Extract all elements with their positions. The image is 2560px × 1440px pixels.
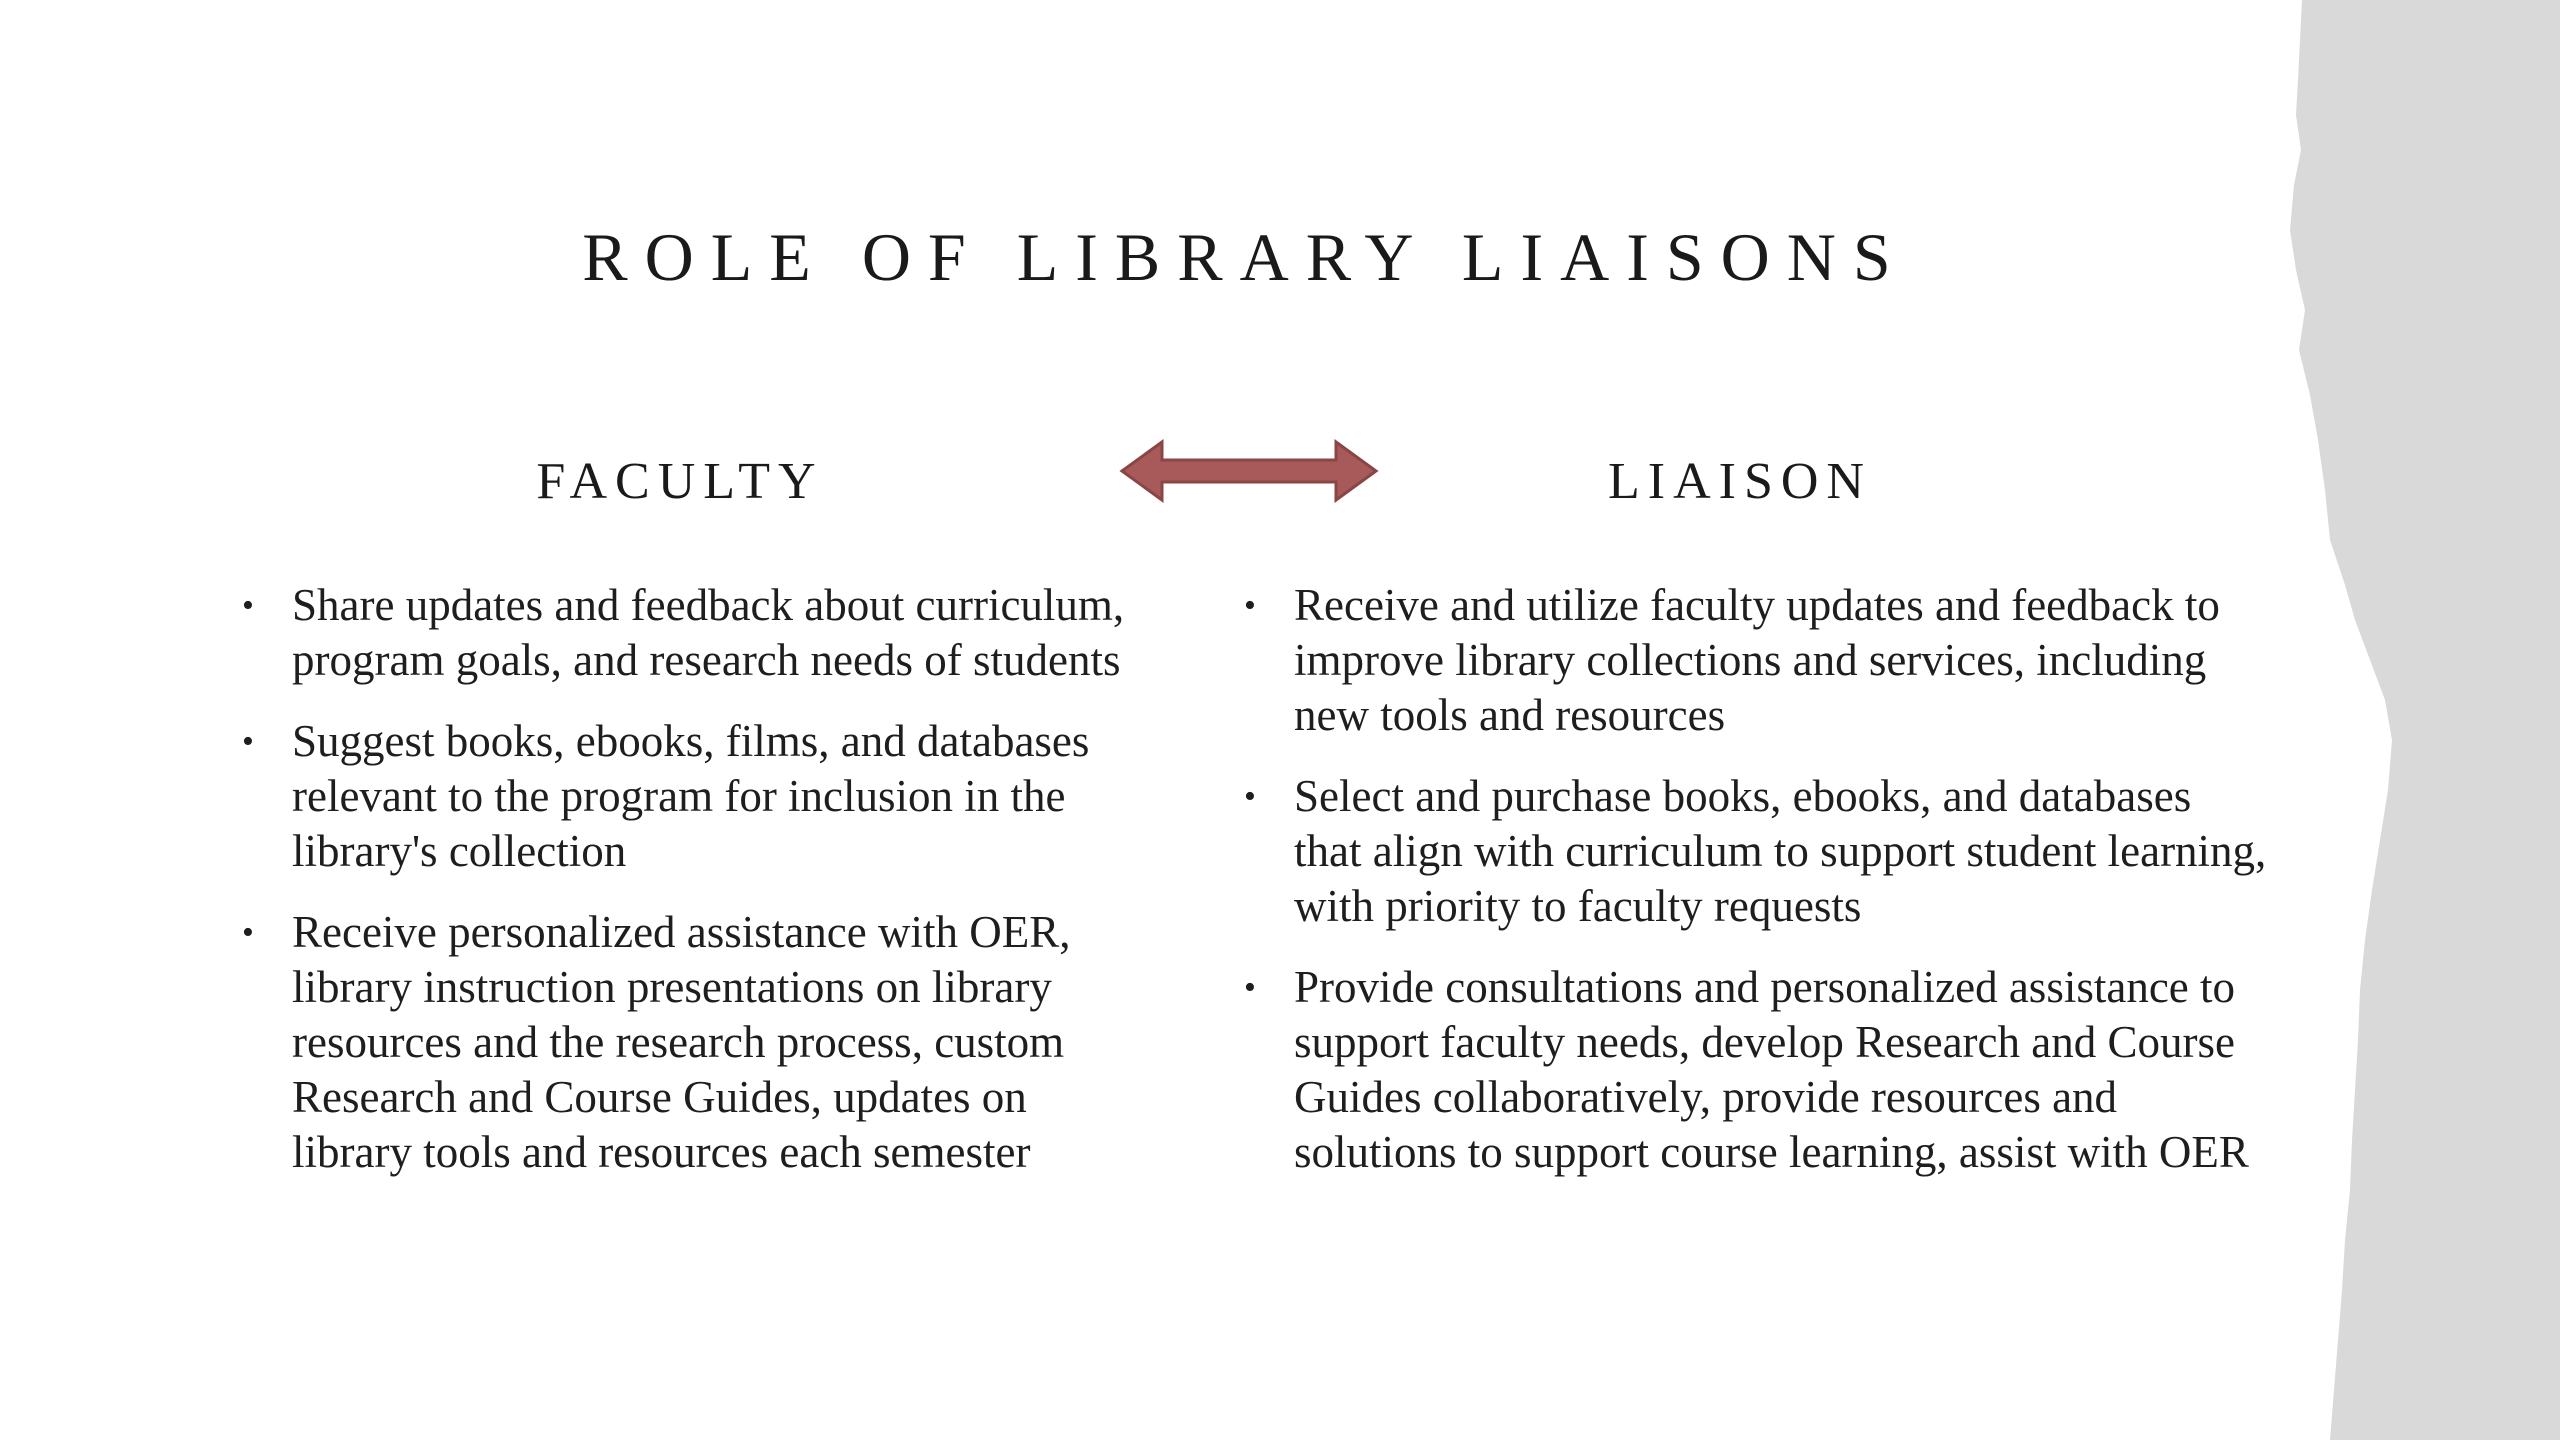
liaison-bullet-list [1238, 578, 2268, 1206]
bullet-text: Receive and utilize faculty updates and feedback to improve library collections and services, including new tools and resources [1294, 580, 2220, 740]
faculty-bullet-list [236, 578, 1156, 1206]
list-item [1238, 578, 2268, 743]
faculty-heading: FACULTY [536, 453, 824, 510]
bullet-dot-icon: • [242, 723, 254, 760]
bullet-dot-icon: • [1244, 969, 1256, 1006]
liaison-heading: LIAISON [1608, 453, 1872, 510]
list-item [236, 578, 1156, 688]
bullet-dot-icon: • [242, 587, 254, 624]
bullet-dot-icon: • [242, 914, 254, 951]
list-item [236, 905, 1156, 1180]
bullet-dot-icon: • [1244, 587, 1256, 624]
bullet-dot-icon: • [1244, 778, 1256, 815]
bullet-text: Receive personalized assistance with OER, library instruction presentations on library resources and the research process, custom Research and Course Guides, updates on library tools and resources each semester [292, 907, 1071, 1177]
bullet-text: Select and purchase books, ebooks, and databases that align with curriculum to support student learning, with priority to faculty requests [1294, 771, 2267, 931]
list-item [1238, 769, 2268, 934]
list-item [1238, 960, 2268, 1180]
double-headed-arrow-icon [1118, 438, 1380, 504]
list-item [236, 714, 1156, 879]
slide-title: ROLE OF LIBRARY LIAISONS [582, 219, 1908, 295]
bullet-text: Share updates and feedback about curriculum, program goals, and research needs of students [292, 580, 1125, 685]
bullet-text: Provide consultations and personalized assistance to support faculty needs, develop Research and Course Guides collaboratively, provide resources and solutions to support course learning, assist with OER [1294, 962, 2249, 1177]
bullet-text: Suggest books, ebooks, films, and databases relevant to the program for inclusion in the library's collection [292, 716, 1090, 876]
